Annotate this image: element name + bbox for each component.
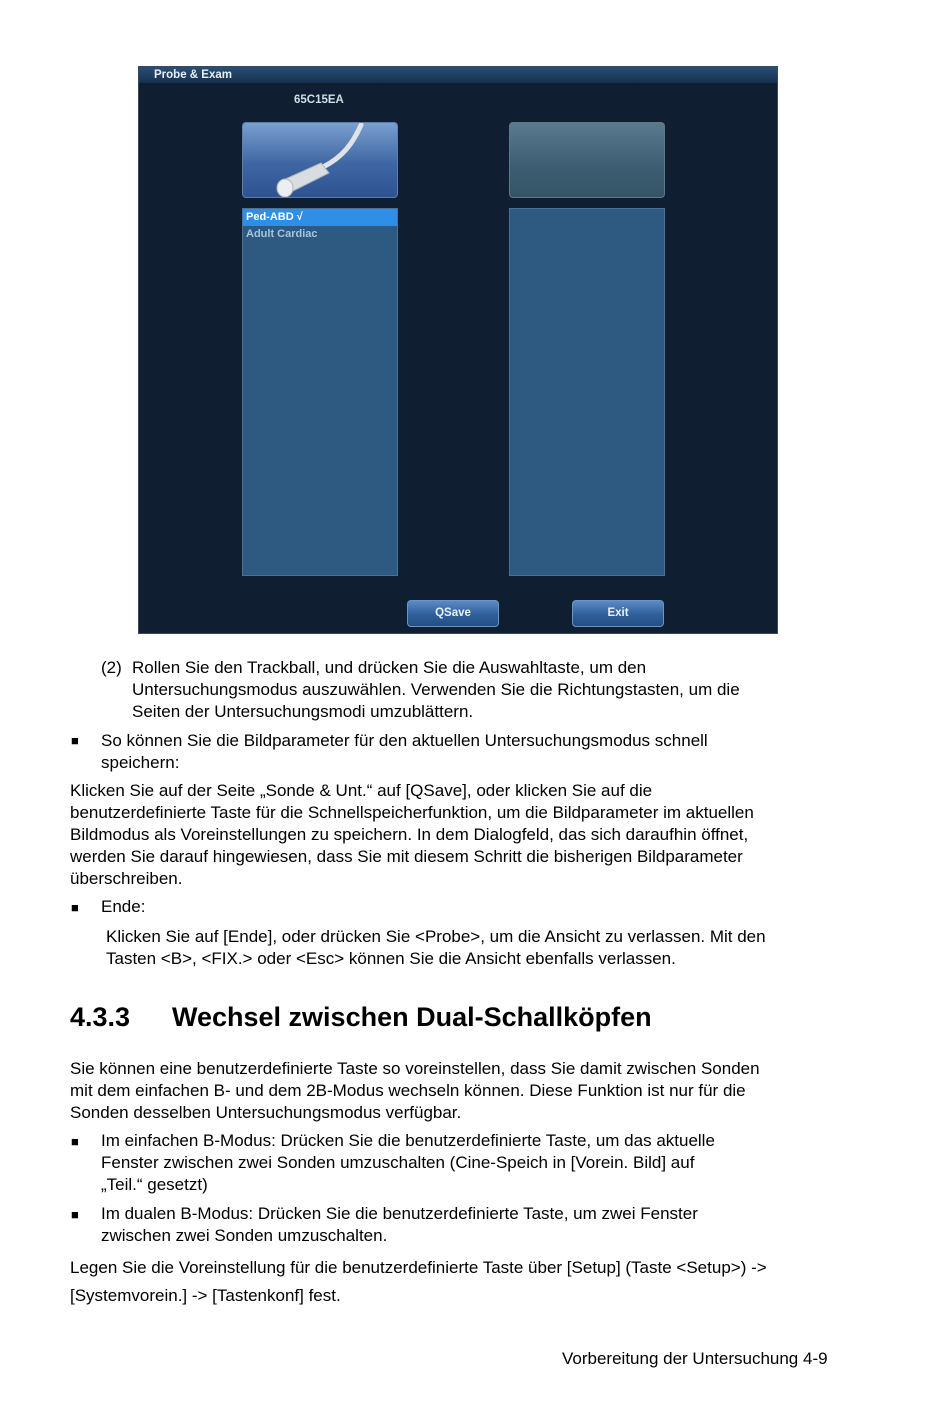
text-line: Sie können eine benutzerdefinierte Taste so voreinstellen, dass Sie damit zwischen Sonden	[70, 1059, 760, 1078]
text-line: überschreiben.	[70, 869, 183, 888]
exam-list-empty	[509, 208, 665, 576]
section-number: 4.3.3	[70, 1002, 131, 1032]
exit-button[interactable]: Exit	[572, 600, 664, 627]
section-title: Wechsel zwischen Dual-Schallköpfen	[172, 1002, 652, 1032]
exam-item-adult-cardiac[interactable]: Adult Cardiac	[246, 228, 318, 240]
text-line: „Teil.“ gesetzt)	[101, 1175, 208, 1194]
empty-probe-tile[interactable]	[509, 122, 665, 198]
text-line: Legen Sie die Voreinstellung für die benutzerdefinierte Taste über [Setup] (Taste <Setup>) ->	[70, 1258, 767, 1277]
text-line: benutzerdefinierte Taste für die Schnellspeicherfunktion, um die Bildparameter im aktuellen	[70, 803, 754, 822]
bullet-icon: ■	[71, 733, 79, 748]
text-line: Klicken Sie auf [Ende], oder drücken Sie <Probe>, um die Ansicht zu verlassen. Mit den	[106, 927, 766, 946]
text-line: Seiten der Untersuchungsmodi umzublättern.	[132, 702, 474, 721]
text-line: Sonden desselben Untersuchungsmodus verfügbar.	[70, 1103, 462, 1122]
para-intro	[70, 1058, 870, 1124]
para-setup	[70, 1254, 870, 1310]
text-line: Fenster zwischen zwei Sonden umzuschalten (Cine-Speich in [Vorein. Bild] auf	[101, 1153, 695, 1172]
bullet-save-text	[101, 730, 841, 774]
para-save	[70, 780, 870, 890]
probe-tile[interactable]	[242, 122, 398, 198]
qsave-button[interactable]: QSave	[407, 600, 499, 627]
text-line: Tasten <B>, <FIX.> oder <Esc> können Sie die Ansicht ebenfalls verlassen.	[106, 949, 676, 968]
probe-exam-screenshot	[138, 66, 778, 634]
text-line: speichern:	[101, 753, 180, 772]
text-line: zwischen zwei Sonden umzuschalten.	[101, 1226, 388, 1245]
bullet-icon: ■	[71, 900, 79, 915]
text-line: Im dualen B-Modus: Drücken Sie die benutzerdefinierte Taste, um zwei Fenster	[101, 1204, 698, 1223]
text-line: Rollen Sie den Trackball, und drücken Sie die Auswahltaste, um den	[132, 658, 647, 677]
text-line: So können Sie die Bildparameter für den aktuellen Untersuchungsmodus schnell	[101, 731, 708, 750]
probe-name: 65C15EA	[294, 94, 344, 106]
text-line: mit dem einfachen B- und dem 2B-Modus wechseln können. Diese Funktion ist nur für die	[70, 1081, 746, 1100]
transducer-icon	[243, 123, 398, 198]
bullet-icon: ■	[71, 1134, 79, 1149]
step-2-text	[132, 657, 852, 723]
exam-item-ped-abd[interactable]: Ped-ABD √	[243, 209, 397, 226]
text-line: Im einfachen B-Modus: Drücken Sie die benutzerdefinierte Taste, um das aktuelle	[101, 1131, 715, 1150]
text-line: Klicken Sie auf der Seite „Sonde & Unt.“ auf [QSave], oder klicken Sie auf die	[70, 781, 653, 800]
text-line: Untersuchungsmodus auszuwählen. Verwenden Sie die Richtungstasten, um die	[132, 680, 740, 699]
page-footer: Vorbereitung der Untersuchung 4-9	[562, 1349, 828, 1368]
text-line: werden Sie darauf hingewiesen, dass Sie mit diesem Schritt die bisherigen Bildparameter	[70, 847, 743, 866]
para-end	[106, 926, 866, 970]
bullet-single-text	[101, 1130, 841, 1196]
bullet-dual-text	[101, 1203, 841, 1247]
text-line: [Systemvorein.] -> [Tastenkonf] fest.	[70, 1286, 341, 1305]
dialog-title: Probe & Exam	[139, 67, 777, 83]
bullet-icon: ■	[71, 1207, 79, 1222]
exam-list	[242, 208, 398, 576]
bullet-end-label: Ende:	[101, 897, 146, 916]
step-number: (2)	[101, 658, 122, 677]
text-line: Bildmodus als Voreinstellungen zu speichern. In dem Dialogfeld, das sich daraufhin öffnet,	[70, 825, 749, 844]
